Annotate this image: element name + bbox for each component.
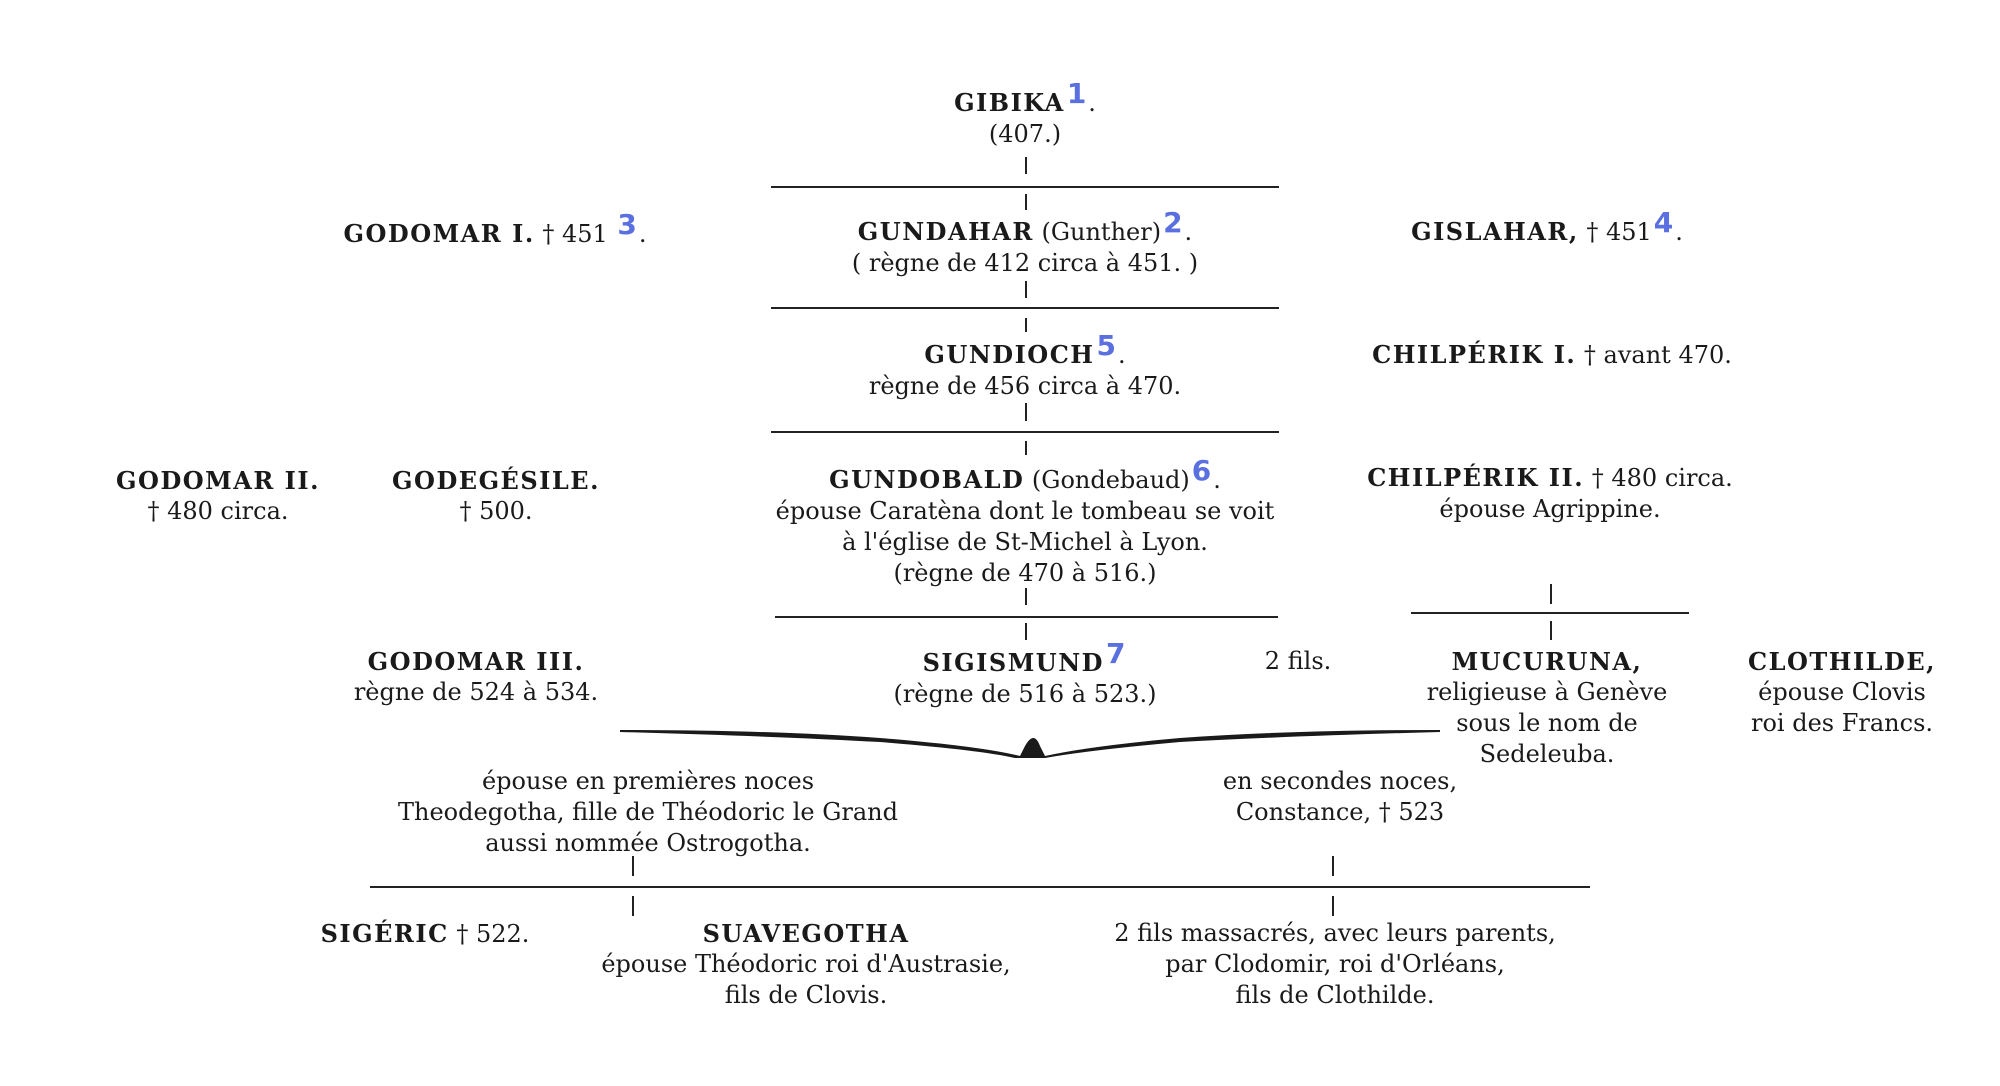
note-text: sous le nom de [1456,709,1638,737]
note-text: roi des Francs. [1750,709,1934,737]
spouse-text: épouse Théodoric roi d'Austrasie, [601,950,1011,978]
descent-tick [1025,588,1027,605]
death-date: † 451 [534,220,616,248]
node-clothilde [1748,646,1936,739]
reign-text: (règne de 470 à 516.) [893,559,1157,587]
person-name: CHILPÉRIK I. [1372,340,1577,369]
node-chilperik-1 [1372,339,1732,371]
generation-line [771,431,1279,433]
generation-line [775,616,1278,618]
node-gislahar [1411,206,1683,248]
alt-name: (Gondebaud) [1024,466,1190,494]
node-first-marriage [398,766,898,859]
descent-tick [1025,157,1027,174]
descent-tick [1550,584,1552,604]
spouse-text: épouse Clovis [1758,678,1926,706]
footnote-number: 3 [617,208,637,241]
death-date: † avant 470. [1576,341,1732,369]
death-date: † 451 [1578,218,1652,246]
node-chilperik-2 [1367,462,1733,525]
person-name: GODEGÉSILE. [392,466,600,495]
alt-name: (Gunther) [1033,218,1162,246]
generation-line [771,307,1279,309]
person-name: SIGISMUND [922,648,1104,677]
footnote-number: 2 [1163,206,1183,239]
marriage-text: en secondes noces, [1222,767,1458,795]
marriage-text: Theodegotha, fille de Théodoric le Grand [398,798,898,826]
descent-tick [1550,621,1552,640]
marriage-text: aussi nommée Ostrogotha. [485,829,811,857]
generation-line [370,886,1590,888]
person-name: GISLAHAR, [1411,217,1579,246]
node-sigeric [321,918,530,950]
descent-tick [1025,281,1027,298]
node-sigismund [893,637,1157,710]
reign-text: règne de 456 circa à 470. [868,372,1182,400]
reign-text: règne de 524 à 534. [353,678,599,706]
descent-tick [1025,194,1027,210]
person-name: GODOMAR III. [367,647,585,676]
node-gibika [954,77,1096,150]
death-date: † 500. [459,497,533,525]
node-suavegotha [601,918,1010,1011]
marriage-brace [620,726,1440,764]
descent-tick [632,896,634,916]
spouse-text: épouse Caratèna dont le tombeau se voit [775,497,1275,525]
person-date: (407.) [988,120,1062,148]
person-name: GUNDIOCH [924,340,1095,369]
punctuation: . [638,220,647,248]
marriage-text: épouse en premières noces [481,767,815,795]
punctuation: . [1213,466,1221,494]
descent-tick [632,856,634,876]
death-date: † 480 circa. [147,497,289,525]
node-gundahar [851,206,1199,279]
spouse-text: à l'église de St-Michel à Lyon. [842,528,1208,556]
node-massacred-sons [1114,918,1556,1011]
node-two-sons [1265,646,1332,677]
note-text: religieuse à Genève [1426,678,1668,706]
generation-line [1411,612,1689,614]
marriage-text: Constance, † 523 [1235,798,1445,826]
descent-tick [1332,856,1334,876]
node-mucuruna [1427,646,1668,770]
death-date: † 522. [448,920,530,948]
note-text: fils de Clovis. [724,981,888,1009]
generation-line [771,186,1279,188]
person-name: SIGÉRIC [320,919,449,948]
footnote-number: 6 [1191,454,1212,487]
punctuation: . [1675,218,1683,246]
node-godomar-2 [116,465,320,527]
note-text: 2 fils massacrés, avec leurs parents, [1114,919,1556,947]
footnote-number: 1 [1066,77,1087,110]
reign-text: ( règne de 412 circa à 451. ) [851,249,1199,277]
descent-tick [1025,623,1027,640]
note-text: fils de Clothilde. [1235,981,1435,1009]
spouse-text: épouse Agrippine. [1439,495,1661,523]
descent-tick [1025,318,1027,332]
person-name: GODOMAR I. [343,219,535,248]
node-gundobald [775,454,1275,589]
descent-tick [1025,441,1027,455]
punctuation: . [1117,341,1126,369]
descent-tick [1025,403,1027,421]
death-date: † 480 circa. [1584,464,1733,492]
footnote-number: 5 [1096,329,1116,362]
punctuation: . [1088,89,1096,117]
person-name: GODOMAR II. [116,466,320,495]
note-text: Sedeleuba. [1479,740,1615,768]
person-name: GUNDAHAR [857,217,1034,246]
node-godomar-3 [354,646,598,708]
node-godomar-1 [343,208,647,250]
footnote-number: 7 [1105,637,1126,670]
person-name: SUAVEGOTHA [702,919,910,948]
note-text: par Clodomir, roi d'Orléans, [1165,950,1505,978]
person-name: CHILPÉRIK II. [1367,463,1585,492]
punctuation: . [1184,218,1193,246]
node-second-marriage [1223,766,1457,828]
descent-tick [1332,896,1334,916]
note-text: 2 fils. [1264,647,1332,675]
footnote-number: 4 [1653,206,1674,239]
person-name: MUCURUNA, [1451,647,1643,676]
reign-text: (règne de 516 à 523.) [893,680,1157,708]
person-name: GIBIKA [954,88,1065,117]
person-name: GUNDOBALD [829,465,1025,494]
person-name: CLOTHILDE, [1748,647,1936,676]
node-gundioch [868,329,1182,402]
node-godegesile [392,465,600,527]
